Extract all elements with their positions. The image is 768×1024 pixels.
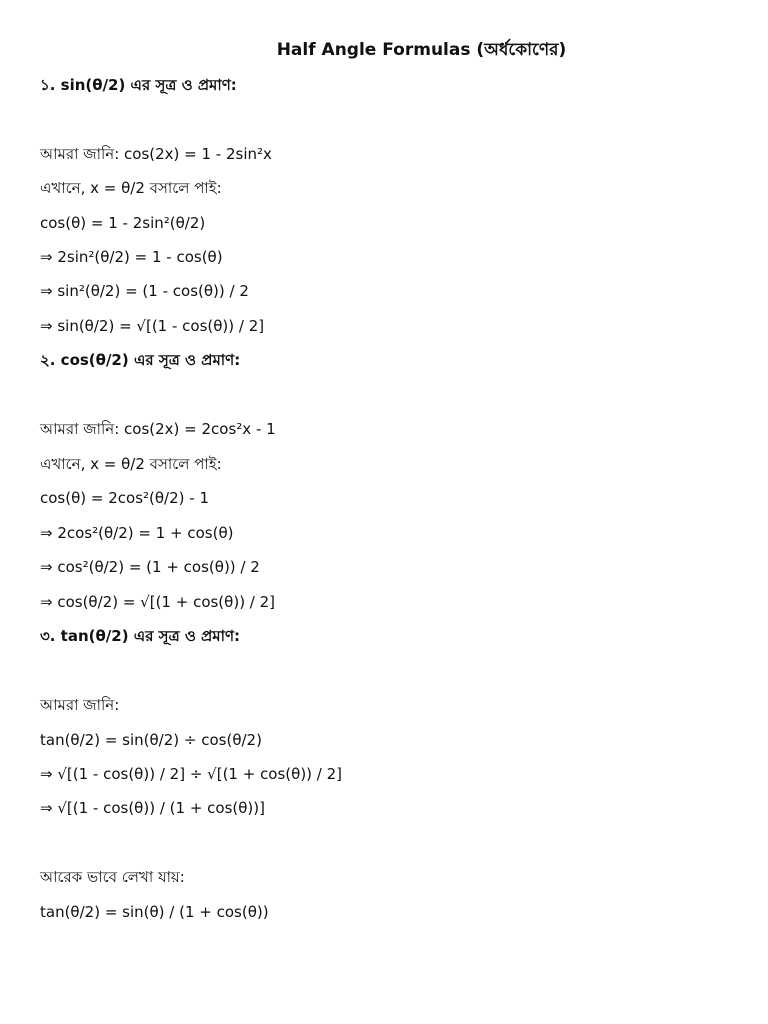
section-3-line-6: tan(θ/2) = sin(θ) / (1 + cos(θ)): [40, 903, 269, 921]
section-3-line-5: আরেক ভাবে লেখা যায়:: [40, 868, 185, 886]
section-3-line-4: ⇒ √[(1 - cos(θ)) / (1 + cos(θ))]: [40, 799, 265, 817]
section-1-line-3: cos(θ) = 1 - 2sin²(θ/2): [40, 214, 206, 232]
document-title: Half Angle Formulas (অর্ধকোণের): [276, 40, 567, 60]
section-3-line-1: আমরা জানি:: [40, 696, 120, 714]
section-1-line-1: আমরা জানি: cos(2x) = 1 - 2sin²x: [40, 145, 272, 163]
section-1-line-5: ⇒ sin²(θ/2) = (1 - cos(θ)) / 2: [40, 282, 249, 300]
section-2-line-1: আমরা জানি: cos(2x) = 2cos²x - 1: [40, 420, 276, 438]
section-2-line-5: ⇒ cos²(θ/2) = (1 + cos(θ)) / 2: [40, 558, 260, 576]
section-2-line-3: cos(θ) = 2cos²(θ/2) - 1: [40, 489, 209, 507]
section-2-heading: ২. cos(θ/2) এর সূত্র ও প্রমাণ:: [40, 351, 241, 369]
section-1-heading: ১. sin(θ/2) এর সূত্র ও প্রমাণ:: [40, 76, 237, 94]
section-2-line-6: ⇒ cos(θ/2) = √[(1 + cos(θ)) / 2]: [40, 593, 276, 611]
section-2-line-4: ⇒ 2cos²(θ/2) = 1 + cos(θ): [40, 524, 234, 542]
section-1-line-2: এখানে, x = θ/2 বসালে পাই:: [40, 179, 222, 197]
section-3-line-2: tan(θ/2) = sin(θ/2) ÷ cos(θ/2): [40, 731, 262, 749]
section-1-line-4: ⇒ 2sin²(θ/2) = 1 - cos(θ): [40, 248, 223, 266]
section-2-line-2: এখানে, x = θ/2 বসালে পাই:: [40, 455, 222, 473]
section-1-line-6: ⇒ sin(θ/2) = √[(1 - cos(θ)) / 2]: [40, 317, 265, 335]
section-3-heading: ৩. tan(θ/2) এর সূত্র ও প্রমাণ:: [40, 627, 241, 645]
section-3-line-3: ⇒ √[(1 - cos(θ)) / 2] ÷ √[(1 + cos(θ)) / 2]: [40, 765, 343, 783]
